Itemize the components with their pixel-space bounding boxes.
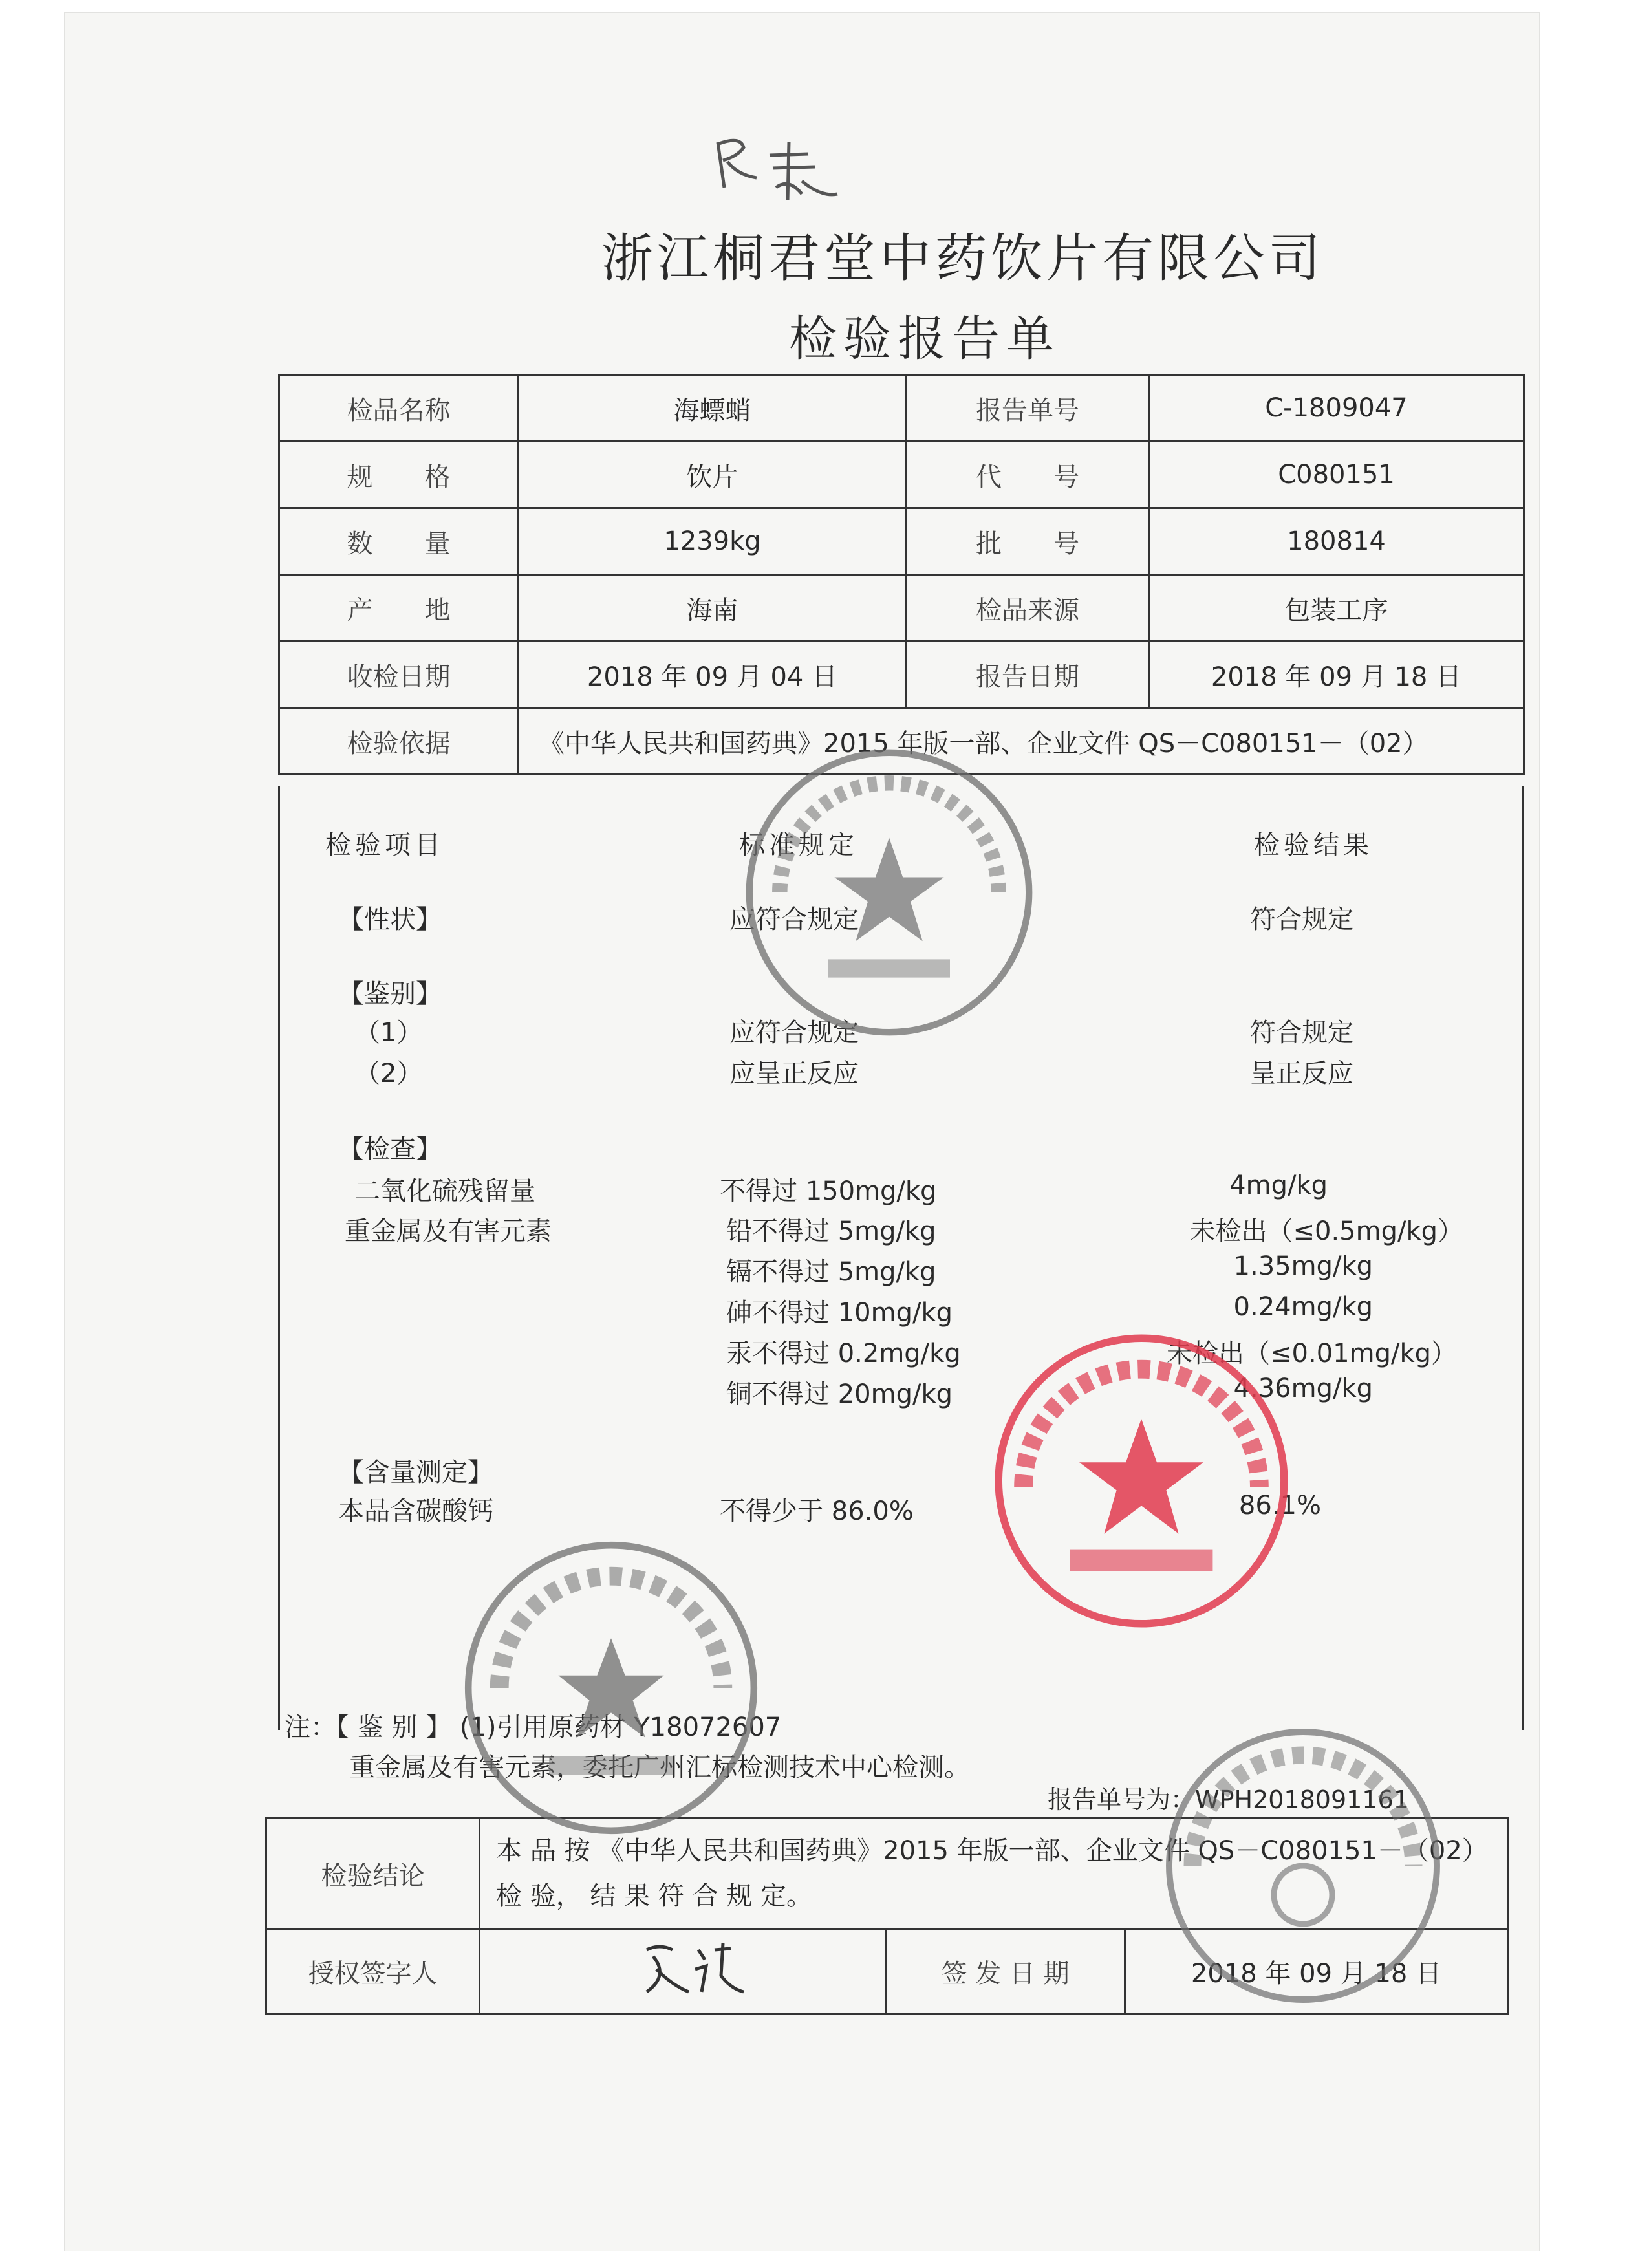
info-row bbox=[279, 508, 1524, 575]
result-line: 汞不得过 0.2mg/kg 未检出（≤0.01mg/kg） bbox=[726, 1339, 1457, 1368]
info-label: 批 号 bbox=[907, 508, 1149, 575]
result-line: （1） 应符合规定 符合规定 bbox=[354, 1018, 1353, 1048]
note-line-1: 注：【 鉴 别 】 (1)引用原药材 Y18072607 bbox=[285, 1712, 782, 1742]
external-report-number: 报告单号为：WPH2018091161 bbox=[1048, 1786, 1409, 1814]
result-line: 镉不得过 5mg/kg 1.35mg/kg bbox=[726, 1251, 1373, 1287]
result-line: （2） 应呈正反应 呈正反应 bbox=[354, 1059, 1353, 1088]
info-value: 2018 年 09 月 04 日 bbox=[519, 642, 907, 708]
company-title: 浙江桐君堂中药饮片有限公司 bbox=[601, 228, 1324, 288]
info-label: 检品名称 bbox=[279, 375, 519, 442]
result-line: 砷不得过 10mg/kg 0.24mg/kg bbox=[726, 1292, 1373, 1328]
result-line: 二氧化硫残留量 不得过 150mg/kg 4mg/kg bbox=[354, 1171, 1328, 1206]
header-item: 检验项目 bbox=[325, 830, 444, 860]
header-result: 检验结果 bbox=[1254, 830, 1373, 860]
result-line: 【检查】 bbox=[338, 1134, 442, 1164]
handwritten-signature bbox=[634, 1930, 750, 2002]
info-value: 180814 bbox=[1149, 508, 1524, 575]
handwritten-initials bbox=[711, 116, 841, 207]
info-label: 检品来源 bbox=[907, 575, 1149, 642]
issue-date: 2018 年 09 月 18 日 bbox=[1125, 1929, 1508, 2014]
info-row bbox=[279, 575, 1524, 642]
date-label: 签 发 日 期 bbox=[886, 1929, 1125, 2014]
info-label: 规 格 bbox=[279, 442, 519, 508]
result-line: 【性状】 应符合规定 符合规定 bbox=[338, 905, 1353, 934]
info-label: 收检日期 bbox=[279, 642, 519, 708]
info-label: 报告单号 bbox=[907, 375, 1149, 442]
note-line-2: 重金属及有害元素，委托广州汇标检测技术中心检测。 bbox=[349, 1753, 970, 1782]
info-value: 饮片 bbox=[519, 442, 907, 508]
info-row bbox=[279, 375, 1524, 442]
info-value: C080151 bbox=[1149, 442, 1524, 508]
info-value: C-1809047 bbox=[1149, 375, 1524, 442]
info-value: 1239kg bbox=[519, 508, 907, 575]
info-label: 数 量 bbox=[279, 508, 519, 575]
conclusion-text: 本 品 按 《中华人民共和国药典》2015 年版一部、企业文件 QS－C080151－（02） 检 验， 结 果 符 合 规 定。 bbox=[480, 1819, 1508, 1929]
info-value: 2018 年 09 月 18 日 bbox=[1149, 642, 1524, 708]
basis-value: 《中华人民共和国药典》2015 年版一部、企业文件 QS－C080151－（02） bbox=[519, 708, 1524, 775]
mintai-quality-stamp bbox=[986, 1326, 1297, 1636]
small-round-stamp bbox=[1158, 1720, 1449, 2011]
info-label: 产 地 bbox=[279, 575, 519, 642]
document-title: 检验报告单 bbox=[789, 311, 1061, 367]
basis-label: 检验依据 bbox=[279, 708, 519, 775]
header-standard: 标准规定 bbox=[739, 830, 858, 860]
result-line: 铜不得过 20mg/kg 4.36mg/kg bbox=[726, 1374, 1373, 1409]
info-value: 包装工序 bbox=[1149, 575, 1524, 642]
company-report-stamp bbox=[737, 740, 1041, 1044]
tongjun-pharma-stamp bbox=[456, 1533, 766, 1843]
result-line: 本品含碳酸钙 不得少于 86.0% 86.1% bbox=[338, 1491, 1321, 1526]
result-line: 【鉴别】 bbox=[338, 979, 442, 1009]
info-label: 报告日期 bbox=[907, 642, 1149, 708]
result-line: 重金属及有害元素 铅不得过 5mg/kg 未检出（≤0.5mg/kg） bbox=[345, 1216, 1463, 1246]
info-table bbox=[278, 374, 1525, 775]
result-line: 【含量测定】 bbox=[338, 1458, 493, 1487]
info-label: 代 号 bbox=[907, 442, 1149, 508]
conclusion-label: 检验结论 bbox=[266, 1819, 480, 1929]
info-value: 海南 bbox=[519, 575, 907, 642]
info-row bbox=[279, 642, 1524, 708]
signer-label: 授权签字人 bbox=[266, 1929, 480, 2014]
info-row bbox=[279, 442, 1524, 508]
info-value: 海螵蛸 bbox=[519, 375, 907, 442]
